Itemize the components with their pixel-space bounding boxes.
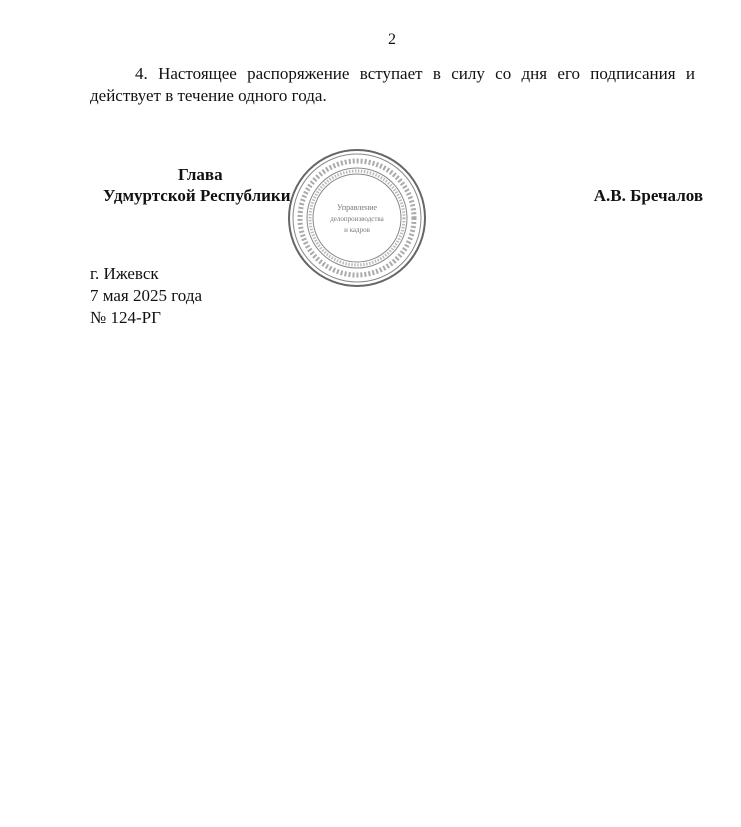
signer-name: А.В. Бречалов [593, 186, 703, 205]
document-date: 7 мая 2025 года [90, 286, 203, 305]
stamp-text-1: Управление [336, 203, 378, 212]
stamp-text-2: делопроизводства [330, 215, 384, 223]
signer-title-line1: Глава [178, 165, 223, 184]
page-number: 2 [388, 31, 396, 48]
stamp-text-3: и кадров [344, 226, 370, 234]
city: г. Ижевск [90, 264, 159, 283]
signer-title-line2: Удмуртской Республики [103, 186, 291, 205]
official-stamp [287, 148, 427, 288]
document-number: № 124-РГ [90, 308, 161, 327]
paragraph-4: 4. Настоящее распоряжение вступает в силу со дня его подписания и действует в течение одного года. [90, 64, 695, 105]
